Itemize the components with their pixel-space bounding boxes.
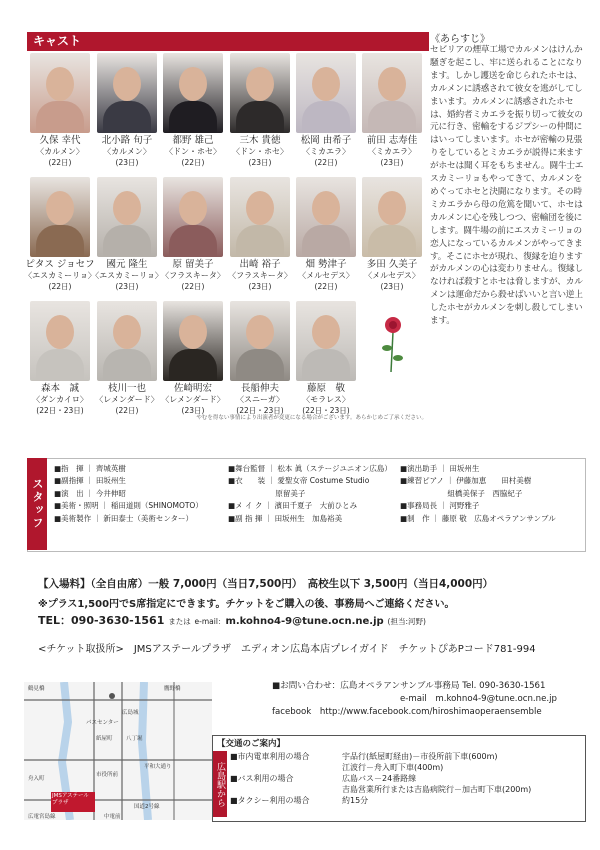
cast-role: 〈エスカミーリョ〉 <box>24 271 96 280</box>
cast-name <box>24 259 96 292</box>
access-mode: ■バス利用の場合 <box>230 774 294 783</box>
cast-member-name: 長船伸夫 <box>240 383 279 394</box>
ticket-contact <box>38 612 426 628</box>
cast-photo <box>97 53 157 133</box>
cast-date: (23日) <box>115 158 139 167</box>
rose-icon <box>378 312 408 374</box>
cast-photo <box>163 177 223 257</box>
cast-role: 〈ドン・ホセ〉 <box>232 147 288 156</box>
cast-name <box>91 259 163 292</box>
map-label: 平和大通り <box>144 764 172 770</box>
access-from-station: 広島駅から <box>213 751 227 817</box>
access-rows <box>230 751 531 806</box>
cast-photo <box>97 301 157 381</box>
cast-date: (23日) <box>380 158 404 167</box>
cast-photo <box>230 177 290 257</box>
cast-photo <box>30 301 90 381</box>
access-mode: ■タクシー利用の場合 <box>230 796 310 805</box>
cast-member-name: 松岡 由希子 <box>300 135 352 146</box>
staff-entry: ■美術・照明 ｜ 稲田道則（SHINOMOTO） <box>54 501 203 511</box>
cast-photo <box>230 53 290 133</box>
staff-entry: ■演 出 ｜ 今井伸昭 <box>54 488 126 498</box>
cast-member-name: 枝川一也 <box>107 383 146 394</box>
cast-date: (22日・23日) <box>302 406 350 415</box>
contact-email[interactable]: e-mail m.kohno4-9@tune.ocn.ne.jp <box>400 694 557 704</box>
seat-note: ※プラス1,500円でS席指定にできます。チケットをご購入の後、事務局へご連絡ください。 <box>38 599 455 610</box>
cast-date: (22日) <box>115 406 139 415</box>
staff-entry: ■副指揮 ｜ 田坂州生 <box>54 476 126 486</box>
map-label: 紙屋町 <box>96 736 113 742</box>
cast-name <box>157 135 229 168</box>
staff-entry: ■指 揮 ｜ 齊城英樹 <box>54 464 126 473</box>
cast-name <box>91 135 163 168</box>
cast-date: (22日・23日) <box>36 406 84 415</box>
staff-column-2 <box>228 463 392 525</box>
cast-member-name: 北小路 旬子 <box>101 135 153 146</box>
map-label: 市役所前 <box>96 772 119 778</box>
cast-role: 〈モラレス〉 <box>302 395 350 404</box>
cast-member-name: 原 留美子 <box>172 259 214 270</box>
cast-member-name: 佐崎明宏 <box>173 383 212 394</box>
cast-date: (23日) <box>248 158 272 167</box>
ticket-tel[interactable]: TEL：090-3630-1561 <box>38 614 165 627</box>
synopsis-body: セビリアの煙草工場でカルメンはけんか騒ぎを起こし、牢に送られることになります。しかし護送を命じられたホセは、カルメンに誘惑されて彼女を逃がしてしまいます。カルメンに誘惑されたホセは、婚約者ミカエラを振り切って彼女の元に行き、密輸をするジプシーの仲間にはいってしまいます。ホセが密輸の見張りをしているとミカエラが説得に来ますがホセは聞く耳をもちません。闘牛士エスカミーリョもやってきて、カルメンをめぐってホセと決闘になります。その時ミカエラから母の危篤を聞いて、ホセはカルメンに心を残しつつ、密輸団を後にします。闘牛場の前にエスカミーリョの恋人になっているカルメンがやってきます。そこにホセが現れ、復縁を迫りますがカルメンの心は変わりません。復縁しなければ殺すとホセは脅しますが、カルメンは運命だから殺せばいいと言い逆上したホセがカルメンを刺し殺してしまいます。 <box>430 45 584 327</box>
access-row <box>230 762 531 773</box>
map-label: 八丁堀 <box>126 736 143 742</box>
map-label: 舟入町 <box>28 776 45 782</box>
cast-date: (22日) <box>181 158 205 167</box>
map-label: 鷹野橋 <box>164 686 181 692</box>
contact-person: (担当:河野) <box>387 617 426 626</box>
email-label: e-mail： <box>194 617 226 626</box>
cast-member-name: 三木 貴徳 <box>239 135 281 146</box>
staff-entry: ■副 指 揮 ｜ 田坂州生 加島裕美 <box>228 513 343 523</box>
cast-date: (22日) <box>48 158 72 167</box>
cast-member-name: 久保 幸代 <box>39 135 81 146</box>
staff-entry: ■練習ピアノ ｜ 伊藤加恵 田村美樹 <box>400 476 532 486</box>
cast-name <box>24 383 96 416</box>
access-route: 広島バス－24番路線 <box>342 774 417 783</box>
staff-entry: ■制 作 ｜ 藤原 敬 広島オペラアンサンブル <box>400 513 556 523</box>
cast-role: 〈レメンダード〉 <box>161 395 225 404</box>
staff-entry: ■美術製作 ｜ 新田泰士（美術センター） <box>54 513 194 523</box>
cast-name <box>24 135 96 168</box>
cast-photo <box>163 301 223 381</box>
cast-member-name: 出崎 裕子 <box>239 259 281 270</box>
cast-role: 〈エスカミーリョ〉 <box>91 271 163 280</box>
map-label: 国道2号線 <box>134 804 160 810</box>
tel-or: または <box>168 617 191 626</box>
map-label: パスセンター <box>86 720 119 726</box>
access-row <box>230 751 531 762</box>
cast-date: (23日) <box>248 282 272 291</box>
cast-role: 〈カルメン〉 <box>36 147 84 156</box>
staff-label: スタッフ <box>27 458 47 550</box>
cast-date: (22日) <box>48 282 72 291</box>
cast-photo <box>230 301 290 381</box>
cast-photo <box>296 177 356 257</box>
access-route: 約15分 <box>342 796 369 805</box>
cast-date: (23日) <box>115 282 139 291</box>
cast-date: (22日・23日) <box>236 406 284 415</box>
cast-note: やむを得ない事情により出演者が変更になる場合がございます。あらかじめご了承ください。 <box>196 415 427 421</box>
cast-name <box>290 383 362 416</box>
cast-name <box>157 383 229 416</box>
cast-photo <box>30 177 90 257</box>
staff-entry: ■衣 装 ｜ 愛聖女帝 Costume Studio <box>228 476 370 486</box>
cast-role: 〈メルセデス〉 <box>298 271 354 280</box>
contact-facebook[interactable]: facebook http://www.facebook.com/hiroshimaoperaensemble <box>272 707 542 717</box>
cast-date: (23日) <box>181 406 205 415</box>
admission-fee: 【入場料】（全自由席）一般 7,000円（当日7,500円） 高校生以下 3,500円（当日4,000円） <box>38 578 494 590</box>
ticket-outlets: <チケット取扱所> JMSアステールプラザ エディオン広島本店プレイガイド チケットぴあPコード781-994 <box>38 644 536 655</box>
cast-photo <box>30 53 90 133</box>
access-mode: ■市内電車利用の場合 <box>230 752 310 761</box>
cast-name <box>356 259 428 292</box>
access-route: 宇品行(紙屋町経由)－市役所前下車(600m) <box>342 752 498 761</box>
cast-role: 〈ミカエラ〉 <box>368 147 416 156</box>
cast-photo <box>296 53 356 133</box>
access-title: 【交通のご案内】 <box>217 739 286 749</box>
cast-name <box>224 135 296 168</box>
ticket-email[interactable]: m.kohno4-9@tune.ocn.ne.jp <box>225 616 384 627</box>
cast-role: 〈フラスキータ〉 <box>161 271 225 280</box>
staff-entry: ■メ イ ク ｜ 濱田千夏子 大前ひとみ <box>228 501 358 511</box>
cast-name <box>290 135 362 168</box>
cast-name <box>290 259 362 292</box>
map-labels <box>24 682 212 820</box>
contact-line: ■お問い合わせ：広島オペラアンサンブル事務局 Tel. 090-3630-1561 <box>272 681 546 691</box>
cast-header: キャスト <box>27 32 429 51</box>
cast-role: 〈スニーガ〉 <box>235 395 285 404</box>
cast-photo <box>362 177 422 257</box>
cast-role: 〈ドン・ホセ〉 <box>165 147 221 156</box>
access-route: 江波行－舟入町下車(400m) <box>342 763 444 772</box>
staff-entry: ■演出助手 ｜ 田坂州生 <box>400 464 480 473</box>
staff-entry: ■舞台監督 ｜ 松本 眞（ステージユニオン広島） <box>228 464 392 473</box>
staff-column-1 <box>54 463 203 525</box>
cast-photo <box>97 177 157 257</box>
cast-member-name: 畑 勢津子 <box>305 259 347 270</box>
venue-label: JMSアステールプラザ <box>52 793 89 806</box>
contact-info <box>272 680 584 719</box>
access-row <box>230 784 531 795</box>
cast-name <box>91 383 163 416</box>
cast-member-name: 都野 雄己 <box>172 135 214 146</box>
staff-entry: 組橋美保子 西脇紀子 <box>400 488 523 498</box>
cast-member-name: ピタス ジョセフ <box>25 259 95 270</box>
cast-role: 〈カルメン〉 <box>103 147 151 156</box>
cast-date: (22日) <box>181 282 205 291</box>
cast-member-name: 藤原 敬 <box>306 383 345 394</box>
cast-photo <box>362 53 422 133</box>
synopsis-title: 《あらすじ》 <box>430 34 490 45</box>
cast-name <box>356 135 428 168</box>
cast-date: (23日) <box>380 282 404 291</box>
map-label: 中電前 <box>104 814 121 820</box>
map-label: 鶴見橋 <box>28 686 45 692</box>
cast-role: 〈メルセデス〉 <box>364 271 420 280</box>
access-row <box>230 773 531 784</box>
access-row <box>230 795 531 806</box>
cast-name <box>224 259 296 292</box>
access-route: 吉島営業所行または吉島病院行－加古町下車(200m) <box>342 785 532 794</box>
cast-member-name: 國元 隆生 <box>106 259 148 270</box>
map-label: 広電宮島線 <box>28 814 56 820</box>
cast-member-name: 多田 久美子 <box>366 259 418 270</box>
cast-date: (22日) <box>314 158 338 167</box>
cast-name <box>157 259 229 292</box>
cast-role: 〈フラスキータ〉 <box>228 271 292 280</box>
cast-name <box>224 383 296 416</box>
cast-date: (22日) <box>314 282 338 291</box>
staff-entry: ■事務局長 ｜ 河野雅子 <box>400 501 480 511</box>
cast-role: 〈ダンカイロ〉 <box>32 395 88 404</box>
cast-photo <box>296 301 356 381</box>
staff-column-3 <box>400 463 556 525</box>
cast-role: 〈レメンダード〉 <box>95 395 159 404</box>
cast-photo <box>163 53 223 133</box>
map-label: 広島城 <box>122 710 139 716</box>
staff-entry: 原留美子 <box>228 488 306 498</box>
cast-member-name: 前田 志寿佳 <box>366 135 418 146</box>
cast-role: 〈ミカエラ〉 <box>302 147 350 156</box>
cast-member-name: 森本 誠 <box>40 383 79 394</box>
